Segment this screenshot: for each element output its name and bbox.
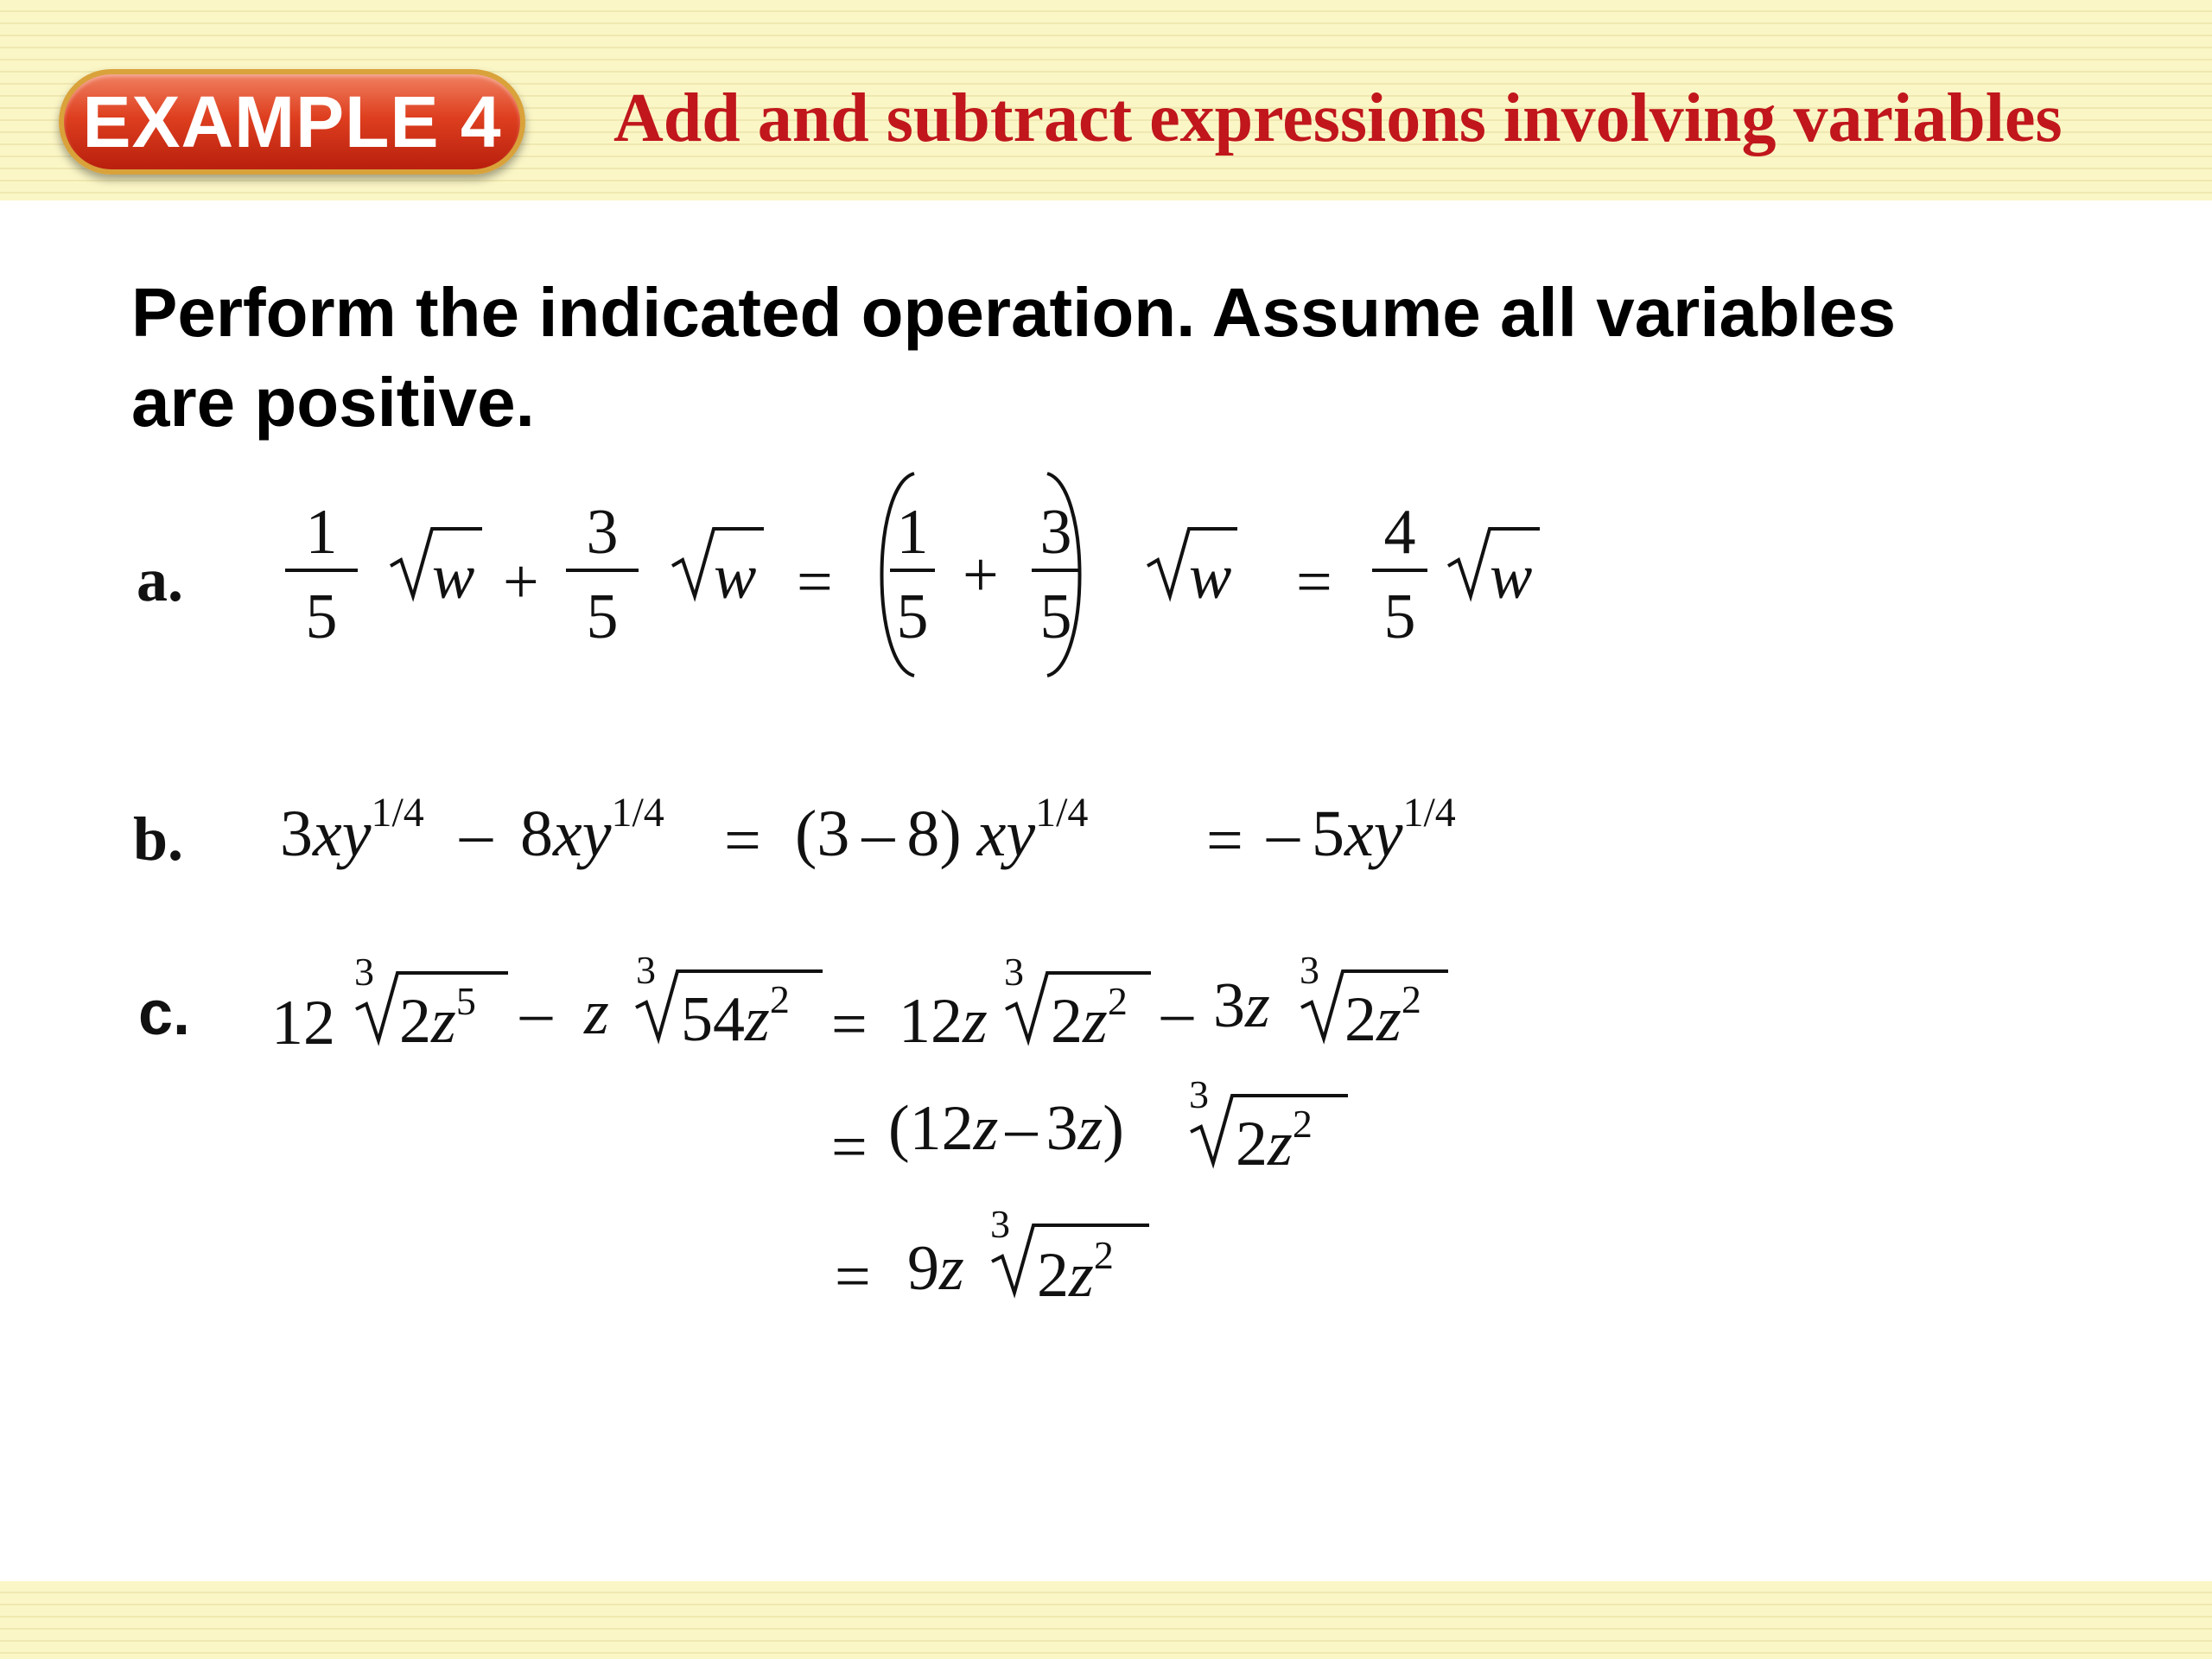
numerator: 1 bbox=[305, 497, 338, 568]
radicand: $2z^2$ bbox=[1037, 1233, 1114, 1311]
cube-root-2z5 bbox=[354, 950, 508, 1057]
term-8xy-quarter: $8xy^{1/4}$ bbox=[520, 790, 664, 870]
equals-sign: = bbox=[1206, 804, 1243, 877]
equals-sign: = bbox=[831, 1112, 868, 1183]
part-c-line-1 bbox=[271, 948, 1448, 1060]
part-c-label: c. bbox=[138, 979, 191, 1048]
radicand: w bbox=[714, 542, 757, 613]
root-index: 3 bbox=[1300, 948, 1319, 992]
root-index: 3 bbox=[636, 948, 656, 992]
equals-sign: = bbox=[1296, 547, 1332, 618]
cube-root-2z2 bbox=[990, 1202, 1149, 1311]
radicand: $54z^2$ bbox=[681, 977, 790, 1055]
sqrt-w bbox=[1147, 529, 1237, 613]
denominator: 5 bbox=[1039, 582, 1072, 652]
coefficient-3z: 3z bbox=[1213, 970, 1270, 1041]
denominator: 5 bbox=[896, 582, 929, 652]
fraction-four-fifths bbox=[1372, 497, 1427, 652]
radicand: w bbox=[1490, 542, 1533, 613]
coefficient-12: 12 bbox=[271, 988, 335, 1058]
root-index: 3 bbox=[354, 950, 374, 994]
denominator: 5 bbox=[586, 582, 619, 652]
fraction-three-fifths bbox=[566, 497, 639, 652]
radicand: w bbox=[1189, 542, 1232, 613]
root-index: 3 bbox=[990, 1202, 1010, 1246]
minus-sign: – bbox=[520, 977, 552, 1048]
sqrt-w bbox=[672, 529, 764, 613]
part-b-label: b. bbox=[133, 804, 184, 874]
plus-sign: + bbox=[963, 540, 999, 611]
plus-sign: + bbox=[503, 547, 539, 618]
numerator: 4 bbox=[1383, 497, 1416, 568]
coefficient-9z: 9z bbox=[907, 1233, 964, 1304]
numerator: 1 bbox=[896, 497, 929, 568]
part-a-expression bbox=[285, 474, 1540, 676]
cube-root-2z2 bbox=[1300, 948, 1448, 1055]
fraction-one-fifth bbox=[285, 497, 358, 652]
equals-sign: = bbox=[835, 1242, 871, 1313]
example-badge: EXAMPLE 4 bbox=[59, 69, 525, 175]
part-c-line-2 bbox=[831, 1072, 1348, 1183]
instruction-line-2: are positive. bbox=[131, 364, 535, 441]
radicand: $2z^5$ bbox=[399, 979, 476, 1057]
equals-sign: = bbox=[797, 547, 833, 618]
numerator: 3 bbox=[1039, 497, 1072, 568]
coefficient-12z: 12z bbox=[899, 986, 988, 1057]
minus-sign: – bbox=[460, 798, 493, 870]
sqrt-w bbox=[391, 529, 482, 613]
radicand: $2z^2$ bbox=[1051, 979, 1128, 1057]
instruction-line-1: Perform the indicated operation. Assume all variables bbox=[131, 274, 1897, 351]
grouped-12z-minus-3z: (12z – 3z) bbox=[888, 1093, 1124, 1164]
part-b-expression bbox=[280, 790, 1456, 877]
minus-sign: – bbox=[1161, 977, 1193, 1048]
term-3-minus-8-xy-quarter: (3 – 8) $xy^{1/4}$ bbox=[795, 790, 1089, 870]
denominator: 5 bbox=[1383, 582, 1416, 652]
radicand: $2z^2$ bbox=[1236, 1102, 1313, 1179]
cube-root-2z2 bbox=[1004, 950, 1151, 1057]
numerator: 3 bbox=[586, 497, 619, 568]
part-c-line-3 bbox=[835, 1202, 1149, 1313]
radicand: w bbox=[432, 542, 475, 613]
cube-root-2z2 bbox=[1189, 1072, 1348, 1179]
cube-root-54z2 bbox=[636, 948, 823, 1055]
sqrt-w bbox=[1448, 529, 1540, 613]
grouped-fraction-sum bbox=[882, 474, 1081, 676]
radicand: $2z^2$ bbox=[1344, 977, 1421, 1055]
root-index: 3 bbox=[1189, 1072, 1209, 1116]
coefficient-z: z bbox=[584, 977, 609, 1048]
denominator: 5 bbox=[305, 582, 338, 652]
root-index: 3 bbox=[1004, 950, 1024, 994]
example-title: Add and subtract expressions involving variables bbox=[613, 80, 2063, 156]
equals-sign: = bbox=[724, 804, 761, 877]
term-neg-5xy-quarter: – $5xy^{1/4}$ bbox=[1267, 790, 1456, 870]
part-a-label: a. bbox=[137, 545, 183, 614]
term-3xy-quarter: $3xy^{1/4}$ bbox=[280, 790, 424, 870]
equals-sign: = bbox=[831, 989, 868, 1060]
